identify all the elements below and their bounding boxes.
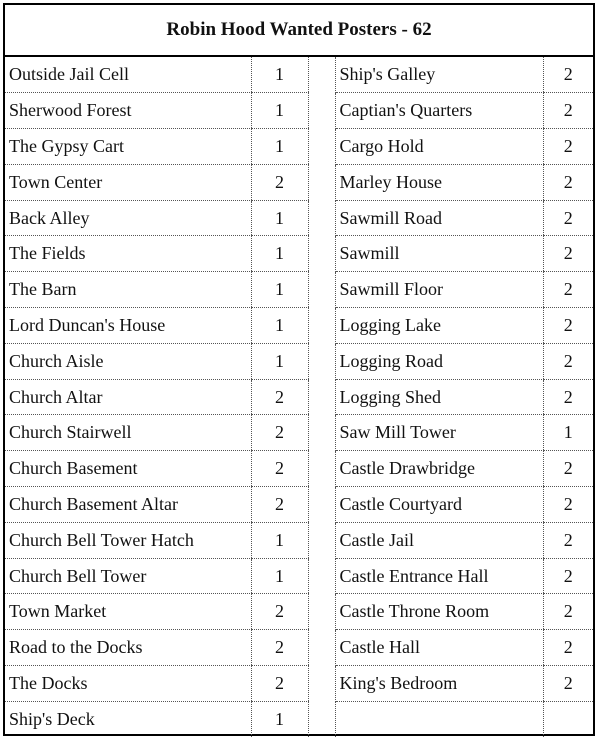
right-poster-count: 2 [543,343,593,379]
left-poster-count: 1 [251,236,308,272]
right-location-name: Castle Courtyard [335,487,543,523]
table-row [5,522,593,558]
left-poster-count: 1 [251,272,308,308]
table-row [5,343,593,379]
right-location-name: Logging Road [335,343,543,379]
right-poster-count: 2 [543,129,593,165]
left-poster-count: 1 [251,129,308,165]
right-poster-count: 2 [543,451,593,487]
right-poster-count: 2 [543,666,593,702]
table-row [5,487,593,523]
column-divider [308,200,335,236]
right-poster-count: 2 [543,594,593,630]
left-location-name: Ship's Deck [9,708,95,729]
right-location-name: Cargo Hold [335,129,543,165]
left-poster-count: 2 [251,487,308,523]
table-row [5,129,593,165]
right-location-name: Ship's Galley [335,57,543,93]
column-divider [308,308,335,344]
right-poster-count: 2 [543,93,593,129]
table-row [5,558,593,594]
column-divider [308,343,335,379]
left-poster-count: 2 [251,594,308,630]
right-location-name: Sawmill [335,236,543,272]
table-row [5,594,593,630]
locations-table-body [5,57,593,737]
left-poster-count: 1 [251,93,308,129]
left-poster-count: 1 [251,57,308,93]
right-poster-count: 1 [543,415,593,451]
table-row [5,308,593,344]
right-poster-count: 2 [543,379,593,415]
right-location-name: Sawmill Road [335,200,543,236]
right-poster-count: 2 [543,308,593,344]
right-location-name: Logging Lake [335,308,543,344]
column-divider [308,415,335,451]
column-divider [308,522,335,558]
column-divider [308,701,335,737]
right-location-name: Marley House [335,164,543,200]
right-location-name: Sawmill Floor [335,272,543,308]
table-row [5,379,593,415]
table-row [5,666,593,702]
left-poster-count: 2 [251,451,308,487]
left-poster-count: 1 [251,701,308,737]
left-location-name: The Barn [5,272,251,308]
column-divider [308,451,335,487]
column-divider [308,164,335,200]
table-row [5,272,593,308]
left-poster-count: 1 [251,200,308,236]
right-poster-count: 2 [543,164,593,200]
right-location-name: Captian's Quarters [335,93,543,129]
left-location-name: Church Stairwell [5,415,251,451]
left-location-name: Church Aisle [5,343,251,379]
left-location-name: Church Bell Tower Hatch [5,522,251,558]
left-location-name: Back Alley [5,200,251,236]
right-poster-count: 2 [543,558,593,594]
column-divider [308,129,335,165]
column-divider [308,666,335,702]
table-row [5,200,593,236]
left-location-name: Church Bell Tower [5,558,251,594]
column-divider [308,594,335,630]
left-location-name: The Docks [5,666,251,702]
right-location-name: Castle Drawbridge [335,451,543,487]
left-poster-count: 1 [251,343,308,379]
table-row [5,451,593,487]
table-row [5,164,593,200]
right-poster-count: 2 [543,630,593,666]
left-poster-count: 1 [251,308,308,344]
right-location-name: Castle Hall [335,630,543,666]
table-row [5,57,593,93]
left-poster-count: 2 [251,164,308,200]
table-row [5,415,593,451]
left-location-name: Church Basement Altar [5,487,251,523]
left-poster-count: 1 [251,558,308,594]
left-location-name: Sherwood Forest [5,93,251,129]
wanted-posters-sheet [3,3,595,736]
table-row [5,701,593,737]
right-location-name: Castle Entrance Hall [335,558,543,594]
left-location-name: Church Basement [5,451,251,487]
right-location-name: Logging Shed [335,379,543,415]
left-location-name: Town Market [5,594,251,630]
right-poster-count: 2 [543,57,593,93]
left-poster-count: 2 [251,379,308,415]
right-poster-count: 2 [543,200,593,236]
column-divider [308,379,335,415]
left-poster-count: 2 [251,630,308,666]
left-location-name: Lord Duncan's House [5,308,251,344]
column-divider [308,272,335,308]
locations-table [5,57,593,737]
right-location-name: Castle Throne Room [335,594,543,630]
left-poster-count: 1 [251,522,308,558]
right-poster-count: 2 [543,236,593,272]
right-location-name: King's Bedroom [335,666,543,702]
column-divider [308,630,335,666]
right-location-name: Saw Mill Tower [335,415,543,451]
left-location-name: Road to the Docks [5,630,251,666]
column-divider [308,57,335,93]
right-poster-count [543,701,593,737]
table-row [5,236,593,272]
left-poster-count: 2 [251,415,308,451]
right-poster-count: 2 [543,522,593,558]
sheet-title: Robin Hood Wanted Posters - 62 [5,5,593,57]
left-location-name: Outside Jail Cell [5,57,251,93]
left-location-name: The Gypsy Cart [5,129,251,165]
column-divider [308,558,335,594]
right-poster-count: 2 [543,487,593,523]
column-divider [308,487,335,523]
table-row [5,630,593,666]
left-location-name: The Fields [5,236,251,272]
left-poster-count: 2 [251,666,308,702]
right-location-name: Castle Jail [335,522,543,558]
column-divider [308,236,335,272]
left-location-name: Church Altar [5,379,251,415]
left-location-name: Town Center [5,164,251,200]
right-poster-count: 2 [543,272,593,308]
right-location-name [335,701,543,737]
column-divider [308,93,335,129]
table-row [5,93,593,129]
